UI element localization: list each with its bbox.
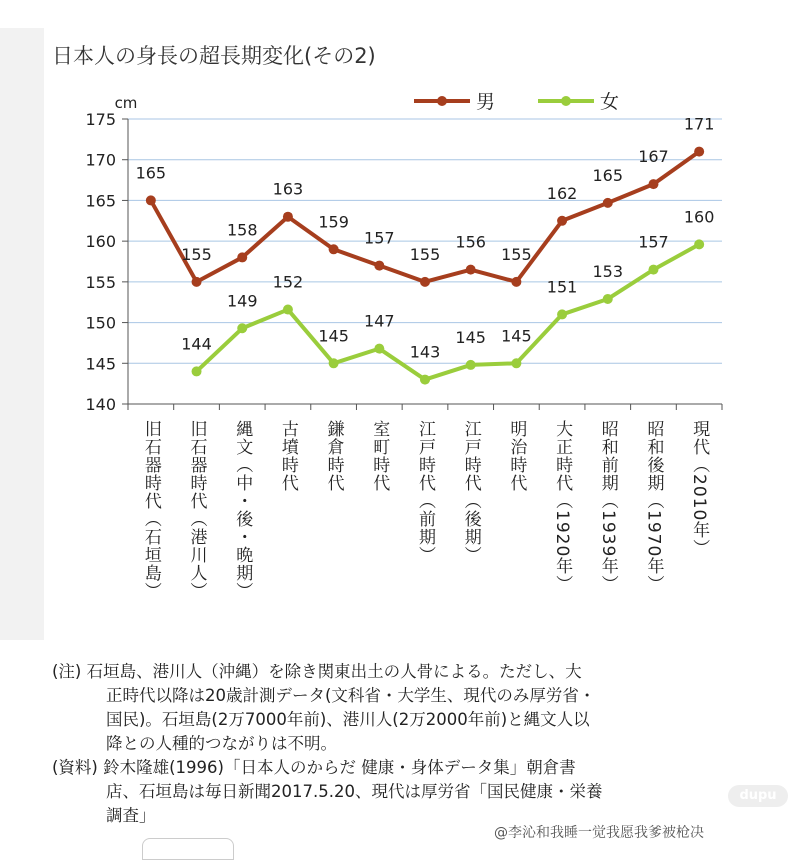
source-line: 調査」: [106, 806, 156, 825]
data-label: 156: [455, 232, 486, 252]
data-label: 157: [364, 228, 395, 248]
data-point: [329, 244, 339, 254]
y-tick-label: 175: [85, 110, 116, 129]
data-label: 145: [455, 327, 486, 347]
data-label: 160: [683, 207, 715, 227]
data-point: [648, 265, 658, 275]
y-tick-label: 165: [85, 191, 116, 211]
note-line: 国民)。石垣島(2万7000年前)、港川人(2万2000年前)と縄文人以: [106, 710, 590, 729]
data-label: 155: [181, 244, 212, 264]
data-point: [237, 323, 247, 333]
x-category-label: 古墳時代: [277, 420, 298, 492]
data-label: 165: [592, 165, 624, 185]
x-category-label: 大正時代（1920年）: [552, 420, 573, 594]
y-tick-label: 150: [85, 313, 116, 333]
x-category-label: 昭和後期（1970年）: [643, 420, 664, 594]
data-point: [192, 277, 202, 287]
x-category-label: 江戸時代（前期）: [415, 420, 435, 564]
x-category-label: 旧石器時代（港川人）: [186, 420, 207, 600]
x-category-label: 室町時代: [369, 420, 390, 492]
data-point: [420, 375, 430, 385]
y-tick-label: 140: [85, 395, 116, 414]
data-label: 147: [364, 311, 395, 331]
data-point: [374, 261, 384, 271]
data-point: [466, 360, 476, 370]
data-label: 165: [135, 163, 167, 183]
x-category-label: 明治時代: [506, 420, 527, 492]
y-tick-label: 160: [85, 232, 116, 252]
y-tick-label: 155: [85, 272, 116, 292]
data-point: [283, 305, 293, 315]
x-category-label: 江戸時代（後期）: [460, 420, 481, 564]
note-line: 降との人種的つながりは不明。: [106, 734, 337, 753]
data-point: [329, 358, 339, 368]
data-label: 162: [546, 183, 578, 203]
y-tick-label: 145: [85, 354, 116, 374]
data-label: 171: [683, 114, 715, 134]
data-label: 145: [318, 326, 349, 346]
data-point: [603, 198, 613, 208]
bottom-tab: [142, 838, 234, 860]
data-label: 155: [501, 244, 532, 264]
x-category-label: 昭和前期（1939年）: [597, 420, 618, 594]
data-point: [557, 216, 567, 226]
data-label: 159: [318, 212, 349, 232]
data-point: [283, 212, 293, 222]
data-point: [466, 265, 476, 275]
x-category-label: 現代（2010年）: [689, 420, 710, 558]
x-category-label: 鎌倉時代: [323, 420, 344, 492]
data-point: [146, 195, 156, 205]
watermark-text: @李沁和我睡一觉我愿我爹被枪决: [494, 825, 704, 841]
data-label: 155: [409, 244, 441, 264]
x-category-label: 縄文（中・後・晩期）: [232, 420, 253, 600]
chart-title: 日本人の身長の超長期変化(その2): [52, 44, 376, 68]
data-point: [694, 239, 704, 249]
data-label: 144: [181, 334, 212, 354]
series-line: [197, 244, 700, 379]
data-label: 153: [592, 261, 624, 281]
source-line: (資料) 鈴木隆雄(1996)「日本人のからだ 健康・身体データ集」朝倉書: [52, 758, 576, 777]
data-point: [237, 252, 247, 262]
data-label: 163: [272, 179, 304, 199]
x-category-label: 旧石器時代（石垣島）: [140, 420, 161, 600]
data-point: [603, 294, 613, 304]
data-point: [511, 358, 521, 368]
data-point: [511, 277, 521, 287]
note-line: 正時代以降は20歳計測データ(文科省・大学生、現代のみ厚労省・: [106, 686, 596, 705]
legend-label: 男: [476, 91, 496, 113]
data-point: [648, 179, 658, 189]
source-line: 店、石垣島は毎日新聞2017.5.20、現代は厚労省「国民健康・栄養: [106, 782, 603, 801]
data-point: [557, 309, 567, 319]
watermark-logo: dupu: [728, 785, 788, 807]
notes-block: [52, 660, 752, 828]
data-point: [420, 277, 430, 287]
note-line: (注) 石垣島、港川人（沖縄）を除き関東出土の人骨による。ただし、大: [52, 662, 582, 681]
data-label: 167: [638, 147, 669, 167]
data-label: 152: [272, 272, 304, 292]
y-tick-label: 170: [85, 150, 116, 170]
y-axis-unit: cm: [114, 94, 138, 112]
legend-marker: [561, 96, 571, 106]
legend-marker: [437, 96, 447, 106]
data-point: [192, 366, 202, 376]
data-point: [694, 147, 704, 157]
data-label: 143: [409, 342, 441, 362]
data-label: 157: [638, 232, 669, 252]
data-label: 151: [546, 277, 578, 297]
data-label: 145: [501, 326, 532, 346]
data-point: [374, 344, 384, 354]
data-label: 149: [226, 291, 258, 311]
legend-label: 女: [600, 91, 620, 113]
data-label: 158: [226, 220, 258, 240]
